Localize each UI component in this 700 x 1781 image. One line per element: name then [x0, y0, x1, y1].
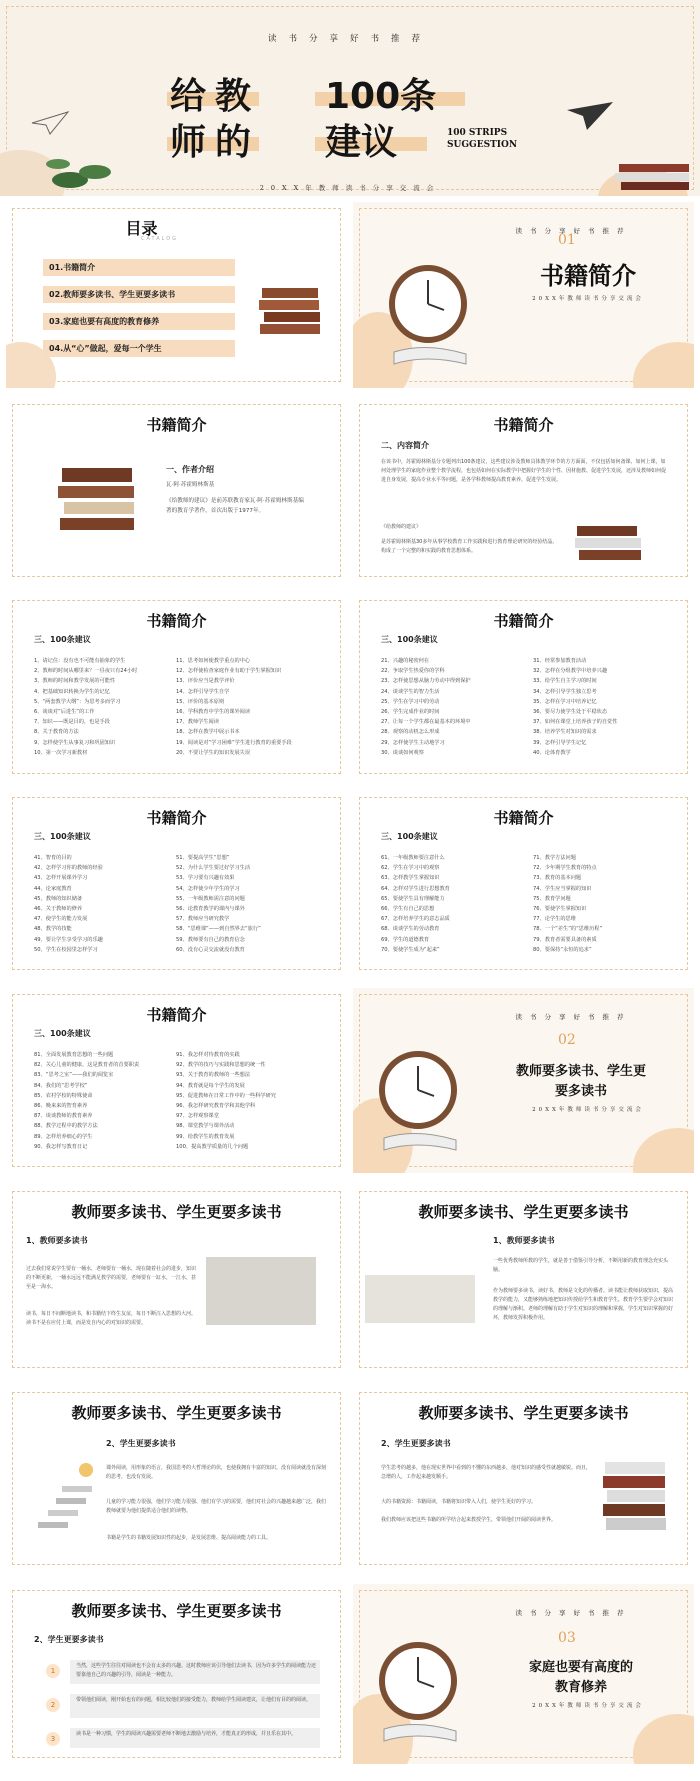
stairs-icon	[28, 1452, 100, 1542]
section-slogan: 读书分享好书推荐	[515, 1609, 632, 1617]
books-icon	[573, 518, 653, 573]
slide-subtitle: 三、100条建议	[34, 1029, 91, 1038]
catalog-item[interactable]: 02.教师要多读书、学生更要多读书	[43, 286, 235, 303]
content-para: 作为教师要多读书，读好书，教师是文化的传播者。读书能让教师获取知识，提高教学的能力，又能够熟练地把知识传授给学生和教育学生，教育学生要学会对知识的理解与渐积。老师的理解有助于学生对知识的理解和掌握，学生对知识掌握的好坏，教师发挥积极作用。	[493, 1288, 674, 1321]
suggestion-list-right: 71、教学方法问题 72、少年期学生教育的特点 73、教育的基本问题 74、学生应当掌握的知识 75、教育学问题 76、要使学生掌握知识 77、论学生的思维 78、一个“差生”的“思维历程” 79、教育者需要具备的素质 80、要保持“永恒的追求”	[533, 855, 603, 953]
slide-subtitle: 2、学生更要多读书	[106, 1439, 176, 1448]
section-02-slide	[353, 988, 694, 1173]
suggestion-list-right: 31、经常参加教育活动 32、怎样在分组教学中培养兴趣 33、给学生自主学习的时间 34、怎样引导学生独立思考 35、怎样在学习中培养记忆 36、要尽力使学生处于平稳状态 37、如何在课堂上培养孩子的自觉性 38、培养学生对知识的需求 39、怎样引导学生记忆 40、论体育教学	[533, 658, 618, 756]
slide-subtitle: 2、学生更要多读书	[381, 1439, 451, 1448]
slide-title: 书籍简介	[146, 809, 207, 827]
suggestion-list-left: 21、兴趣的秘密何在 22、争取学生热爱你的学科 23、怎样使思想从脑力劳动中得到保护 24、谈谈学生的智力生活 25、学生在学习中的劳动 26、学生完成作业的时间 27、让每一个学生都在最基本的环境中 28、观察的动机怎么形成 29、怎样使学生主动地学习 30、谈谈如何观察	[381, 658, 471, 756]
suggestion-list-left: 41、智育的目的 42、怎样学习你的教师的经验 43、怎样开展课外学习 44、论家庭教育 45、教师的知识储备 46、关于教师的修养 47、使学生的能力发展 48、教学的技能 49、要让学生享受学习的乐趣 50、学生在校园里怎样学习	[34, 855, 103, 953]
suggestion-list-left: 1、请记住：没有也不可能有抽象的学生 2、教师的时间从哪里来？一昼夜只有24小时 3、教师的时间和教学发展的可能性 4、把基础知识转换为学生的记忆 5、“两套教学大纲”：为思考多而学习 6、谈谈对“后进生”的工作 7、知识——既是目的，也是手段 8、关于教育的方法 9、怎样使学生从事复习和巩固知识 10、第一次学习新教材	[34, 658, 138, 756]
section-footer: 20XX年教师读书分享交流会	[532, 296, 644, 302]
suggestions-slide-3	[6, 791, 347, 976]
slide-title: 书籍简介	[146, 612, 207, 630]
slide-subtitle: 一、作者介绍	[166, 465, 214, 474]
title-char: 100条	[325, 76, 437, 117]
section-number: 02	[558, 1032, 576, 1048]
section-slogan: 读书分享好书推荐	[515, 227, 632, 235]
slide-subtitle: 三、100条建议	[34, 635, 91, 644]
section-title-line2: 教育修养	[554, 1680, 607, 1695]
section-title-line2: 要多读书	[554, 1084, 607, 1099]
section-title-line1: 教师要多读书、学生更	[515, 1064, 646, 1079]
section-title: 书籍简介	[540, 262, 636, 290]
books-icon	[615, 160, 695, 196]
slide-subtitle: 三、100条建议	[381, 832, 438, 841]
section-number: 01	[558, 232, 576, 248]
title-char: 师	[170, 122, 207, 163]
intro-content-slide	[353, 398, 694, 583]
slide-title: 书籍简介	[146, 416, 207, 434]
slide-subtitle: 1、教师要多读书	[493, 1236, 555, 1245]
plant-icon	[40, 150, 130, 196]
content-para: 书籍是学生的书籍发展知识性的起步，是发展思维、提高阅读能力的工具。	[106, 1535, 272, 1541]
section-footer: 20XX年教师读书分享交流会	[532, 1107, 644, 1113]
slide-title: 书籍简介	[493, 612, 554, 630]
title-char: 给	[170, 76, 207, 117]
slide-subtitle: 1、教师要多读书	[26, 1236, 88, 1245]
paper-plane-icon	[30, 108, 70, 138]
content-para: 我们教师应该把这些书籍的所学结合起来教授学生，带领他们开阔的阅读世界。	[381, 1517, 557, 1523]
decor-blob	[633, 1128, 694, 1173]
section-footer: 20XX年教师读书分享交流会	[532, 1703, 644, 1709]
content-para: 儿童的学习能力很强，他们学习能力很强、他们有学习的需要，他们对社会的兴趣越来越广泛，我们教师就要为他们提供适合他们的读物。	[106, 1499, 327, 1514]
catalog-item[interactable]: 04.从“心”做起，爱每一个学生	[43, 340, 235, 357]
content-para: 《给教师的建议》	[381, 524, 422, 530]
slide-title: 书籍简介	[493, 809, 554, 827]
suggestion-list-right: 91、我怎样对待教育的实践 92、教学的技巧与实践和思想的统一性 93、关于教育的教师的一些想法 94、教育就是每个学生的发展 95、促进教师在日常工作中的一些科学研究 96、我怎样研究教育学和其他学科 97、怎样观察课堂 98、课堂教学与课外活动 99、给教学生的教育发展 100、提高教学质量的几个问题	[176, 1052, 276, 1150]
slide-title: 教师要多读书、学生更要多读书	[71, 1404, 282, 1422]
books-icon	[56, 458, 141, 538]
intro-author-slide	[6, 398, 347, 583]
catalog-item[interactable]: 01.书籍简介	[43, 259, 235, 276]
list-item-text: 当然，这些学生往往对阅读也不会有太多的兴趣。这时教师应该引导他们去读书，因为许多学生的阅读能力还要靠他自己的兴趣的引导，阅读是一种能力。	[76, 1663, 317, 1678]
slide-title: 书籍简介	[493, 416, 554, 434]
slide-subtitle: 三、100条建议	[34, 832, 91, 841]
content-para: 学生思考的越多，他在现实世界中看到的不懂的东西越多，他对知识的感受性就越敏锐。而且，急增的人，工作起来越发顺手。	[381, 1465, 592, 1480]
slide-subtitle: 二、内容简介	[381, 441, 429, 450]
item-number: 3	[46, 1732, 60, 1746]
suggestions-slide-2	[353, 594, 694, 780]
paper-plane-icon	[565, 100, 615, 134]
read-slide-3	[6, 1386, 347, 1571]
catalog-slide	[6, 202, 347, 388]
slide-title: 教师要多读书、学生更要多读书	[71, 1203, 282, 1221]
content-para: 大的书籍资源：书籍阅读，书籍将知识带入人们，使学生更好的学习。	[381, 1499, 537, 1505]
read-slide-4	[353, 1386, 694, 1571]
suggestion-list-right: 51、要提高学生“思想” 52、为什么学生要过好学习生活 53、学习要有兴趣有效果 54、怎样使少年学生的学习 55、一年级教师需注意的问题 56、论教育教学的课内与课外 57、教师应当研究教学 58、“思维课”——到自然界去“旅行” 59、教师要有自己的教育信念 60、没有心灵交流就没有教育	[176, 855, 261, 953]
list-item-text: 读书是一种习惯，学生的阅读兴趣需要老师不断地去激励与培养，才能真正的形成，并且乐在其中。	[76, 1731, 297, 1737]
slide-title: 教师要多读书、学生更要多读书	[418, 1404, 629, 1422]
slide-subtitle: 2、学生更要多读书	[34, 1635, 104, 1644]
slide-title: 书籍简介	[146, 1006, 207, 1024]
author-desc: 《给教师的建议》是前苏联教育家瓦·阿·苏霍姆林斯基编著的教育学著作，首次出版于1977年。	[166, 498, 304, 514]
section-01-slide	[353, 202, 694, 388]
list-item-text: 带领他们阅读，刚开始也有的问题，相比较他们的接受能力，教师给学生阅读建议，让他们有目的的阅读。	[76, 1697, 312, 1703]
item-number: 2	[46, 1698, 60, 1712]
section-slogan: 读书分享好书推荐	[515, 1013, 632, 1021]
slide-subtitle: 三、100条建议	[381, 635, 438, 644]
cover-footer: 20XX年教师读书分享交流会	[259, 184, 441, 192]
catalog-item[interactable]: 03.家庭也要有高度的教育修养	[43, 313, 235, 330]
clock-icon	[376, 1639, 476, 1749]
books-icon	[601, 1456, 671, 1546]
read-slide-2	[353, 1185, 694, 1374]
item-number: 1	[46, 1664, 60, 1678]
read-slide-1	[6, 1185, 347, 1374]
content-para: 读书，每日不间断地读书，和书籍结下终生友谊，每日不断注入思想的大河。读书不是在应付上课，而是发自内心的对知识的需要。	[26, 1311, 197, 1326]
content-para: 在该书中，苏霍姆林斯基分专题列出100条建议，这些建议涉及教师具体教学环节的方方面面，不仅包括如何备课、如何上课，如何处理学生的家庭作业整个教学流程，也包括如何在实际教学中把握好学生的个性、因材施教、促进学生发展，还涉及教师如何促进自身发展，提高专业水平等问题，是各学科教师提高教育素养、促进学生发展。	[381, 459, 667, 483]
title-char: 建议	[325, 122, 398, 163]
slide-title: 教师要多读书、学生更要多读书	[71, 1602, 282, 1620]
cover-slide	[0, 0, 700, 196]
read-slide-5	[6, 1584, 347, 1764]
content-para: 一些优秀教师所教的学生，就是善于借鉴引导分析，不断用新的教育理念充实头脑。	[493, 1258, 669, 1273]
cover-en-1: 100 STRIPS	[447, 128, 508, 138]
book-photo	[365, 1275, 475, 1323]
book-photo	[206, 1257, 316, 1325]
suggestions-slide-4	[353, 791, 694, 976]
section-number: 03	[558, 1630, 576, 1646]
title-char: 的	[215, 122, 252, 163]
suggestion-list-left: 81、全面发展教育思想的一些问题 82、关心儿童的健康，这是教育者的首要职责 83、“思考之室”——我们的阅览室 84、我们的“思考学校” 85、农村学校的特殊使命 86、晚来来的智育素养 87、谈谈教师的教育素养 88、教学过程中的教学方法 89、怎样培养细心的学生 90、我怎样写教育日记	[34, 1052, 140, 1150]
decor-blob	[633, 342, 694, 388]
content-para: 过去我们常说学生要有一桶水，老师要有一桶水，现在随着社会的进步，知识的不断更新，一桶水远远不能满足教学的需要，老师要有一缸水，一江水，甚至是一海水。	[26, 1266, 197, 1290]
catalog-subtitle: CATALOG	[141, 236, 179, 242]
catalog-title: 目录	[125, 219, 158, 238]
title-char: 教	[215, 76, 252, 117]
section-03-slide	[353, 1584, 694, 1764]
clock-icon	[376, 1048, 476, 1158]
content-para: 课外阅读，用形象的语言，我国思考的大哲理论的伏，也使我拥有丰富的知识。没有阅读就没有深刻的思考，也没有发展。	[106, 1465, 327, 1480]
author-name: 瓦·阿·苏霍姆林斯基	[166, 482, 215, 488]
suggestions-slide-1	[6, 594, 347, 780]
content-para: 是苏霍姆林斯基30多年从事学校教育工作实践和进行教育理论研究的经验结晶。构成了一个完整的和实践的教育思想体系。	[381, 539, 558, 554]
decor-blob	[633, 1714, 694, 1764]
cover-en-2: SUGGESTION	[447, 140, 518, 150]
slide-title: 教师要多读书、学生更要多读书	[418, 1203, 629, 1221]
books-icon	[256, 284, 326, 344]
suggestion-list-right: 11、思考如何使教学重点的中心 12、怎样使检查家庭作业有助于学生掌握知识 13、评价应当是教学评价 14、怎样引导学生自学 15、评价的基本原则 16、学科教育中学生的课外阅读 17、教师学生阅读 18、怎样在教学中展示书本 19、阅读是对“学习困难”学生进行教育的重要手段 20、不要让学生的知识发展失误	[176, 658, 292, 756]
section-title-line1: 家庭也要有高度的	[528, 1660, 633, 1675]
suggestion-list-left: 61、一年级教师要注意什么 62、学生在学习中的观察 63、怎样教学生掌握知识 64、怎样对学生进行思想教育 65、要使学生具有理解能力 66、学生有自己的思想 67、怎样培养学生的意志品质 68、谈谈学生的劳动教育 69、学生的道德教育 70、要使学生成为“起来”	[381, 855, 450, 953]
cover-slogan: 读书分享好书推荐	[267, 34, 432, 44]
clock-icon	[386, 262, 476, 372]
suggestions-slide-5	[6, 988, 347, 1173]
